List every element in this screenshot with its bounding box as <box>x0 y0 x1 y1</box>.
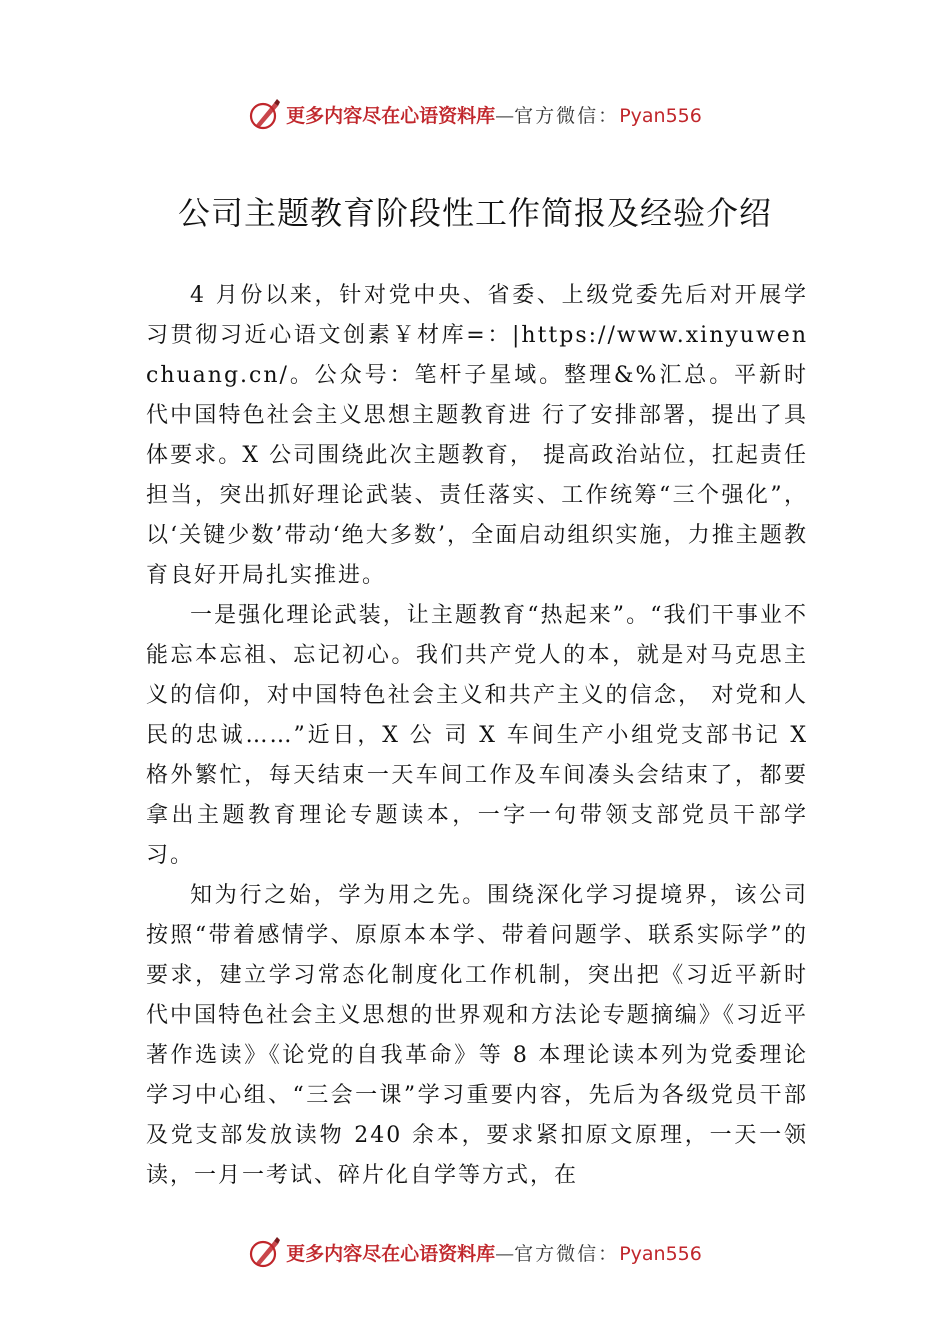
footer-watermark-banner <box>0 1232 950 1272</box>
pen-circle-logo-icon <box>248 1235 282 1269</box>
banner-wechat-id: Pyan556 <box>619 1242 702 1265</box>
banner-wechat-label: 官方微信： <box>514 1242 620 1265</box>
banner-text <box>286 1239 702 1266</box>
pen-circle-logo-icon <box>248 97 282 131</box>
banner-wechat-label: 官方微信： <box>514 104 620 127</box>
banner-text <box>286 101 702 128</box>
paragraph-intro: 4 月份以来，针对党中央、省委、上级党委先后对开展学习贯彻习近心语文创素￥材库=：|https://www.xinyuwenchuang.cn/。公众号：笔杆子星域。整理&%汇总。平新时代中国特色社会主义思想主题教育进 行了安排部署，提出了具体要求。X 公司围绕此次主题教育， 提高政治站位，扛起责任担当，突出抓好理论武装、责任落实、工作统筹“三个强化”，以‘关键少数’带动‘绝大多数’，全面启动组织实施，力推主题教育良好开局扎实推进。 <box>146 283 808 588</box>
document-body <box>146 276 808 1196</box>
banner-wechat-id: Pyan556 <box>619 104 702 127</box>
document-title: 公司主题教育阶段性工作简报及经验介绍 <box>177 194 772 232</box>
banner-library-name: 更多内容尽在心语资料库 <box>286 104 496 127</box>
banner-library-name: 更多内容尽在心语资料库 <box>286 1242 496 1265</box>
paragraph-theory: 一是强化理论武装，让主题教育“热起来”。“我们干事业不能忘本忘祖、忘记初心。我们共产党人的本，就是对马克思主义的信仰，对中国特色社会主义和共产主义的信念， 对党和人民的忠诚……”近日，X 公 司 X 车间生产小组党支部书记 X 格外繁忙，每天结束一天车间工作及车间凑头会结束了，都要拿出主题教育理论专题读本，一字一句带领支部党员干部学习。 <box>146 603 808 868</box>
banner-separator: — <box>495 1242 515 1265</box>
paragraph-study: 知为行之始，学为用之先。围绕深化学习提境界，该公司按照“带着感情学、原原本本学、带着问题学、联系实际学”的要求，建立学习常态化制度化工作机制，突出把《习近平新时代中国特色社会主义思想的世界观和方法论专题摘编》《习近平著作选读》《论党的自我革命》等 8 本理论读本列为党委理论学习中心组、“三会一课”学习重要内容，先后为各级党员干部及党支部发放读物 240 余本，要求紧扣原文原理，一天一领读，一月一考试、碎片化自学等方式，在 <box>146 883 808 1188</box>
banner-separator: — <box>495 104 515 127</box>
header-watermark-banner <box>0 94 950 134</box>
